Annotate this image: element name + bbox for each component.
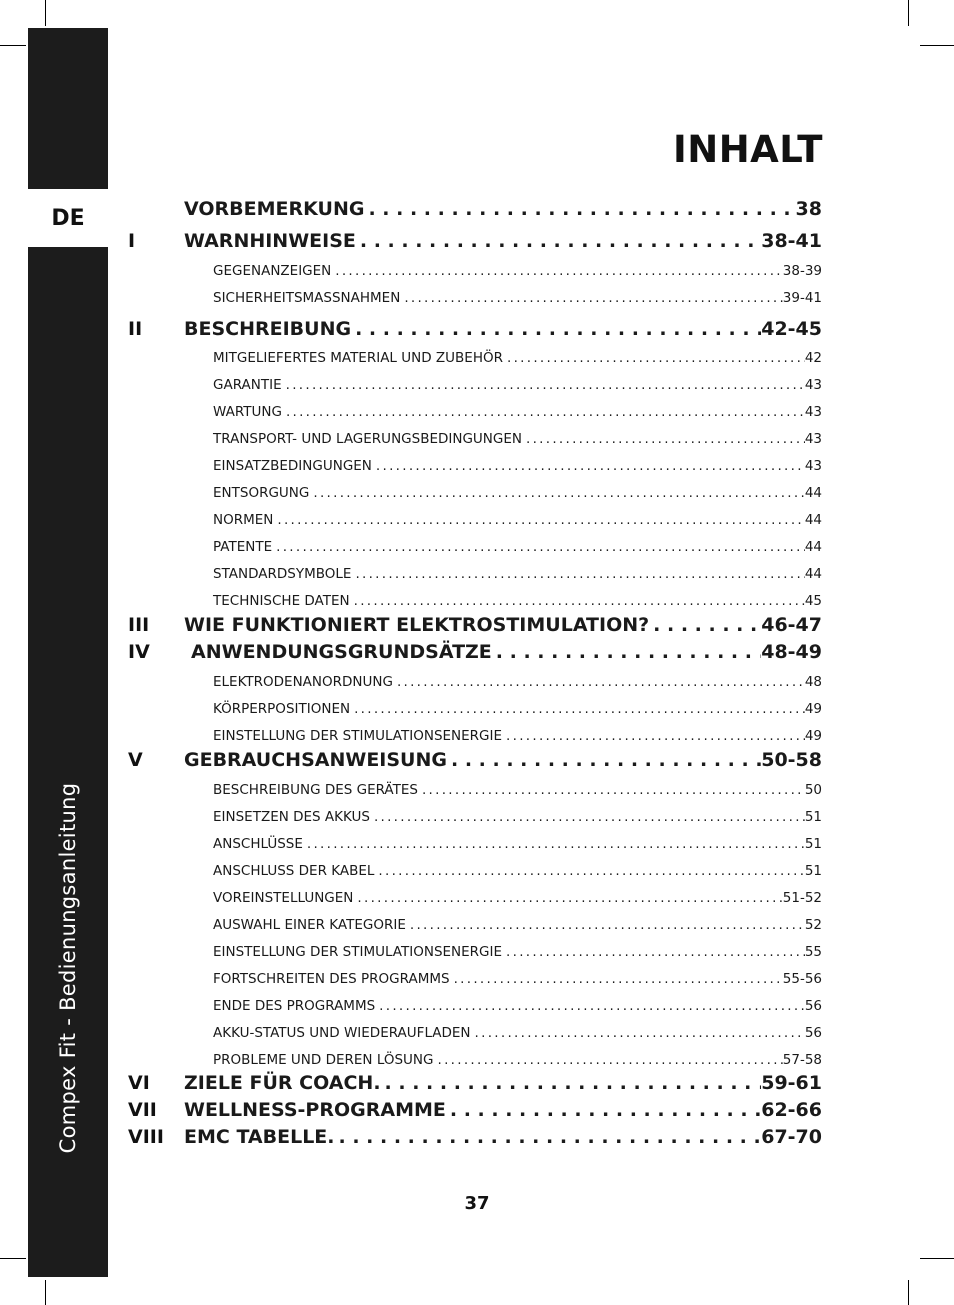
toc-entry bbox=[184, 749, 822, 771]
language-label: DE bbox=[51, 205, 85, 231]
sidebar-top-bar bbox=[28, 28, 108, 189]
toc-leader-dots bbox=[350, 701, 805, 717]
toc-entry bbox=[213, 290, 822, 306]
crop-mark bbox=[45, 1280, 46, 1305]
toc-leader-dots bbox=[502, 944, 805, 960]
toc-entry-label: WARNHINWEISE bbox=[184, 230, 356, 252]
toc-entry bbox=[213, 485, 822, 501]
toc-section-number: VII bbox=[128, 1099, 157, 1121]
toc-entry bbox=[213, 1025, 822, 1041]
toc-entry-label: TRANSPORT- UND LAGERUNGSBEDINGUNGEN bbox=[213, 431, 522, 447]
toc-entry bbox=[184, 230, 822, 252]
toc-entry-label: MITGELIEFERTES MATERIAL UND ZUBEHÖR bbox=[213, 350, 503, 366]
toc-entry bbox=[213, 458, 822, 474]
toc-section-number: V bbox=[128, 749, 143, 771]
toc-leader-dots bbox=[434, 1052, 783, 1068]
toc-page-number: 50-58 bbox=[761, 749, 822, 771]
toc-page-number: 44 bbox=[804, 485, 822, 501]
toc-page-number: 62-66 bbox=[761, 1099, 822, 1121]
toc-entry bbox=[213, 863, 822, 879]
toc-section-number: I bbox=[128, 230, 136, 252]
toc-leader-dots bbox=[309, 485, 804, 501]
toc-page-number: 67-70 bbox=[761, 1126, 822, 1148]
toc-leader-dots bbox=[447, 749, 761, 771]
toc-entry-label: EINSTELLUNG DER STIMULATIONSENERGIE bbox=[213, 944, 503, 960]
toc-entry-label: BESCHREIBUNG bbox=[184, 318, 352, 340]
toc-entry-label: EMC TABELLE. bbox=[184, 1126, 335, 1148]
toc-entry-label: WELLNESS-PROGRAMME bbox=[184, 1099, 446, 1121]
toc-leader-dots bbox=[351, 318, 761, 340]
toc-leader-dots bbox=[372, 458, 805, 474]
toc-leader-dots bbox=[282, 377, 805, 393]
toc-entry bbox=[213, 1052, 822, 1068]
toc-leader-dots bbox=[400, 290, 782, 306]
toc-entry-label: ELEKTRODENANORDNUNG bbox=[213, 674, 393, 690]
crop-mark bbox=[0, 1258, 26, 1259]
toc-page-number: 43 bbox=[804, 431, 822, 447]
toc-leader-dots bbox=[356, 230, 761, 252]
toc-page-number: 48-49 bbox=[761, 641, 822, 663]
toc-page-number: 50 bbox=[804, 782, 822, 798]
toc-entry-label: AKKU-STATUS UND WIEDERAUFLADEN bbox=[213, 1025, 471, 1041]
toc-leader-dots bbox=[522, 431, 805, 447]
toc-entry-label: ENDE DES PROGRAMMS bbox=[213, 998, 376, 1014]
toc-page-number: 55 bbox=[804, 944, 822, 960]
page-title: INHALT bbox=[672, 128, 823, 171]
toc-page-number: 43 bbox=[804, 458, 822, 474]
toc-page-number: 44 bbox=[804, 539, 822, 555]
toc-page-number: 51 bbox=[804, 863, 822, 879]
toc-entry-label: VORBEMERKUNG bbox=[184, 198, 365, 220]
toc-section-number: VIII bbox=[128, 1126, 164, 1148]
toc-leader-dots bbox=[503, 350, 805, 366]
crop-mark bbox=[45, 0, 46, 26]
toc-entry-label: NORMEN bbox=[213, 512, 274, 528]
toc-leader-dots bbox=[450, 971, 783, 987]
toc-entry bbox=[213, 701, 822, 717]
toc-entry bbox=[213, 728, 822, 744]
toc-entry bbox=[213, 377, 822, 393]
toc-page-number: 48 bbox=[804, 674, 822, 690]
toc-entry-label: WIE FUNKTIONIERT ELEKTROSTIMULATION? bbox=[184, 614, 650, 636]
toc-page-number: 51 bbox=[804, 809, 822, 825]
crop-mark bbox=[908, 0, 909, 26]
toc-leader-dots bbox=[335, 1126, 762, 1148]
toc-entry bbox=[213, 917, 822, 933]
toc-entry bbox=[213, 836, 822, 852]
crop-mark bbox=[908, 1280, 909, 1305]
toc-entry bbox=[213, 350, 822, 366]
toc-entry-label: BESCHREIBUNG DES GERÄTES bbox=[213, 782, 418, 798]
toc-entry-label: GARANTIE bbox=[213, 377, 282, 393]
toc-entry bbox=[213, 566, 822, 582]
toc-entry-label: ANWENDUNGSGRUNDSÄTZE bbox=[191, 641, 492, 663]
toc-entry-label: PATENTE bbox=[213, 539, 273, 555]
toc-page-number: 52 bbox=[804, 917, 822, 933]
toc-page-number: 55-56 bbox=[782, 971, 822, 987]
toc-page-number: 56 bbox=[804, 998, 822, 1014]
toc-entry bbox=[213, 944, 822, 960]
toc-page-number: 49 bbox=[804, 728, 822, 744]
toc-entry bbox=[213, 404, 822, 420]
toc-entry-label: ENTSORGUNG bbox=[213, 485, 310, 501]
toc-entry bbox=[213, 971, 822, 987]
toc-entry bbox=[184, 318, 822, 340]
toc-entry bbox=[213, 431, 822, 447]
toc-entry bbox=[213, 674, 822, 690]
toc-page-number: 56 bbox=[804, 1025, 822, 1041]
toc-entry bbox=[213, 593, 822, 609]
sidebar-vertical-title: Compex Fit - Bedienungsanleitung bbox=[56, 782, 80, 1154]
toc-section-number: IV bbox=[128, 641, 150, 663]
toc-leader-dots bbox=[471, 1025, 805, 1041]
toc-page-number: 59-61 bbox=[761, 1072, 822, 1094]
toc-entry-label: FORTSCHREITEN DES PROGRAMMS bbox=[213, 971, 450, 987]
toc-entry bbox=[184, 1126, 822, 1148]
language-tab bbox=[28, 189, 108, 247]
toc-entry-label: EINSETZEN DES AKKUS bbox=[213, 809, 370, 825]
toc-leader-dots bbox=[446, 1099, 761, 1121]
toc-entry bbox=[213, 263, 822, 279]
toc-leader-dots bbox=[502, 728, 805, 744]
toc-entry-label: STANDARDSYMBOLE bbox=[213, 566, 352, 582]
toc-leader-dots bbox=[370, 809, 805, 825]
toc-entry-label: AUSWAHL EINER KATEGORIE bbox=[213, 917, 406, 933]
toc-entry bbox=[213, 782, 822, 798]
toc-entry bbox=[184, 614, 822, 636]
toc-entry-label: ZIELE FÜR COACH. bbox=[184, 1072, 381, 1094]
toc-entry bbox=[213, 890, 822, 906]
toc-entry bbox=[184, 1099, 822, 1121]
toc-entry-label: ANSCHLUSS DER KABEL bbox=[213, 863, 375, 879]
toc-leader-dots bbox=[381, 1072, 762, 1094]
toc-entry-label: VOREINSTELLUNGEN bbox=[213, 890, 354, 906]
toc-section-number: VI bbox=[128, 1072, 150, 1094]
toc-entry-label: TECHNISCHE DATEN bbox=[213, 593, 350, 609]
toc-entry-label: GEGENANZEIGEN bbox=[213, 263, 332, 279]
crop-mark bbox=[0, 45, 26, 46]
page-number: 37 bbox=[464, 1193, 490, 1214]
toc-leader-dots bbox=[393, 674, 805, 690]
toc-page-number: 51 bbox=[804, 836, 822, 852]
toc-leader-dots bbox=[273, 512, 804, 528]
toc-entry bbox=[184, 1072, 822, 1094]
toc-page-number: 42-45 bbox=[761, 318, 822, 340]
toc-leader-dots bbox=[303, 836, 805, 852]
toc-leader-dots bbox=[351, 566, 804, 582]
crop-mark bbox=[920, 45, 954, 46]
toc-leader-dots bbox=[374, 863, 804, 879]
toc-page-number: 39-41 bbox=[782, 290, 822, 306]
toc-entry bbox=[213, 539, 822, 555]
toc-page-number: 43 bbox=[804, 377, 822, 393]
toc-section-number: II bbox=[128, 318, 143, 340]
toc-entry-label: EINSATZBEDINGUNGEN bbox=[213, 458, 372, 474]
toc-entry bbox=[184, 198, 822, 220]
toc-leader-dots bbox=[364, 198, 795, 220]
toc-entry bbox=[213, 809, 822, 825]
toc-page-number: 38-39 bbox=[782, 263, 822, 279]
toc-page-number: 38-41 bbox=[761, 230, 822, 252]
toc-entry-label: EINSTELLUNG DER STIMULATIONSENERGIE bbox=[213, 728, 503, 744]
toc-entry bbox=[191, 641, 822, 663]
toc-leader-dots bbox=[350, 593, 805, 609]
toc-entry bbox=[213, 998, 822, 1014]
toc-entry-label: GEBRAUCHSANWEISUNG bbox=[184, 749, 447, 771]
toc-leader-dots bbox=[282, 404, 805, 420]
toc-entry-label: KÖRPERPOSITIONEN bbox=[213, 701, 351, 717]
toc-leader-dots bbox=[353, 890, 782, 906]
toc-leader-dots bbox=[375, 998, 805, 1014]
toc-page-number: 49 bbox=[804, 701, 822, 717]
toc-entry bbox=[213, 512, 822, 528]
toc-page-number: 51-52 bbox=[782, 890, 822, 906]
toc-leader-dots bbox=[492, 641, 761, 663]
toc-page-number: 45 bbox=[804, 593, 822, 609]
toc-leader-dots bbox=[272, 539, 805, 555]
crop-mark bbox=[920, 1258, 954, 1259]
toc-leader-dots bbox=[331, 263, 783, 279]
toc-page-number: 44 bbox=[804, 566, 822, 582]
toc-entry-label: ANSCHLÜSSE bbox=[213, 836, 303, 852]
toc-page-number: 44 bbox=[804, 512, 822, 528]
toc-leader-dots bbox=[418, 782, 805, 798]
toc-entry-label: SICHERHEITSMASSNAHMEN bbox=[213, 290, 401, 306]
toc-page-number: 57-58 bbox=[782, 1052, 822, 1068]
toc-page-number: 42 bbox=[804, 350, 822, 366]
toc-section-number: III bbox=[128, 614, 150, 636]
toc-entry-label: PROBLEME UND DEREN LÖSUNG bbox=[213, 1052, 434, 1068]
toc-page-number: 43 bbox=[804, 404, 822, 420]
toc-leader-dots bbox=[406, 917, 805, 933]
toc-page-number: 38 bbox=[795, 198, 822, 220]
toc-leader-dots bbox=[649, 614, 761, 636]
toc-entry-label: WARTUNG bbox=[213, 404, 282, 420]
toc-page-number: 46-47 bbox=[761, 614, 822, 636]
